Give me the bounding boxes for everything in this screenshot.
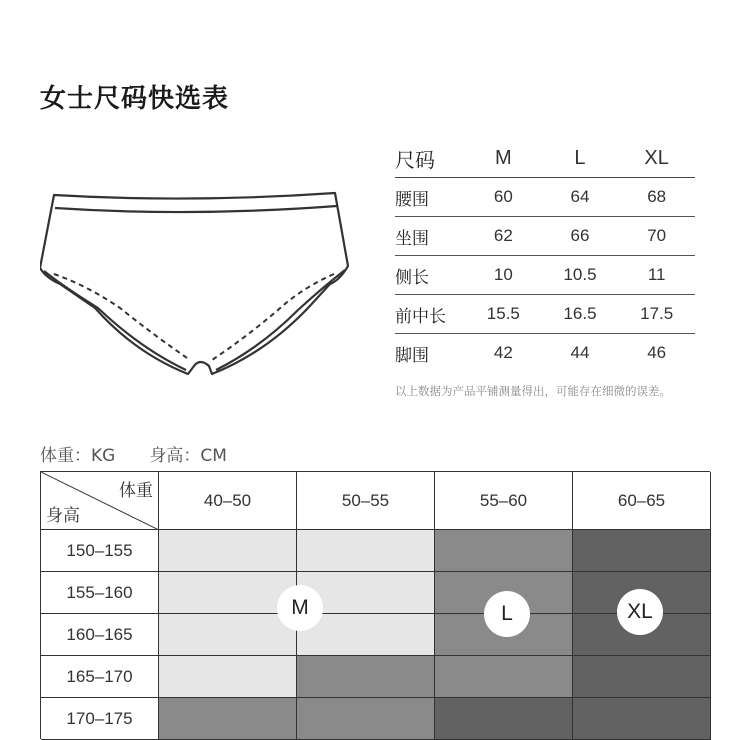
- table-row: [395, 217, 695, 256]
- table-cell: 68: [618, 178, 695, 217]
- table-cell: 46: [647, 343, 667, 362]
- unit-legend: [40, 441, 227, 466]
- row-label: 坐围: [395, 217, 465, 256]
- grid-cell-m: [159, 656, 297, 698]
- height-header: 155–160: [41, 572, 159, 614]
- corner-weight-label: 体重: [119, 481, 153, 501]
- size-badge-l: L: [484, 591, 530, 637]
- size-badge-m: M: [277, 585, 323, 631]
- weight-unit-label: 体重：KG: [40, 446, 116, 466]
- table-cell: 66: [542, 217, 619, 256]
- row-label: 前中长: [395, 295, 465, 334]
- height-header: 165–170: [41, 656, 159, 698]
- measurement-note: 以上数据为产品平铺测量得出，可能存在细微的误差。: [395, 384, 671, 398]
- weight-header: 60–65: [573, 472, 711, 530]
- grid-cell-m: [159, 614, 297, 656]
- row-label: 侧长: [395, 256, 465, 295]
- grid-cell-xl: [573, 656, 711, 698]
- table-row: [395, 334, 695, 373]
- table-cell: 64: [542, 178, 619, 217]
- table-cell: 60: [465, 178, 542, 217]
- grid-cell-l: [297, 656, 435, 698]
- table-cell: 70: [618, 217, 695, 256]
- briefs-illustration: [40, 188, 358, 380]
- table-cell: 62: [465, 217, 542, 256]
- grid-cell-l: [297, 698, 435, 740]
- grid-cell-xl: [573, 698, 711, 740]
- grid-cell-m: [159, 530, 297, 572]
- weight-header: 50–55: [297, 472, 435, 530]
- table-cell: 10: [465, 256, 542, 295]
- grid-cell-l: [435, 656, 573, 698]
- table-row: [395, 295, 695, 334]
- table-cell: 42: [493, 343, 513, 362]
- page-title: 女士尺码快选表: [40, 84, 230, 114]
- row-label: 脚围: [395, 345, 429, 366]
- table-cell: 15.5: [465, 295, 542, 334]
- table-row: [395, 178, 695, 217]
- size-header-xl: XL: [618, 140, 695, 178]
- height-header: 150–155: [41, 530, 159, 572]
- table-row: [395, 256, 695, 295]
- grid-cell-m: [297, 530, 435, 572]
- grid-cell-l: [435, 530, 573, 572]
- grid-corner: [41, 472, 159, 530]
- size-badge-xl: XL: [617, 589, 663, 635]
- size-header-l: L: [542, 140, 619, 178]
- size-header-label: 尺码: [395, 140, 465, 178]
- table-cell: 44: [570, 343, 590, 362]
- size-table-header: [395, 140, 695, 178]
- row-label: 腰围: [395, 178, 465, 217]
- height-header: 170–175: [41, 698, 159, 740]
- corner-height-label: 身高: [46, 506, 80, 526]
- grid-cell-xl: [435, 698, 573, 740]
- size-header-m: M: [465, 140, 542, 178]
- size-table: [395, 140, 695, 372]
- fit-grid: [40, 471, 710, 739]
- grid-cell-l: [159, 698, 297, 740]
- weight-header: 55–60: [435, 472, 573, 530]
- table-cell: 16.5: [542, 295, 619, 334]
- grid-cell-xl: [573, 530, 711, 572]
- height-header: 160–165: [41, 614, 159, 656]
- table-cell: 10.5: [542, 256, 619, 295]
- height-unit-label: 身高：CM: [149, 446, 227, 466]
- weight-header: 40–50: [159, 472, 297, 530]
- table-cell: 17.5: [618, 295, 695, 334]
- table-cell: 11: [618, 256, 695, 295]
